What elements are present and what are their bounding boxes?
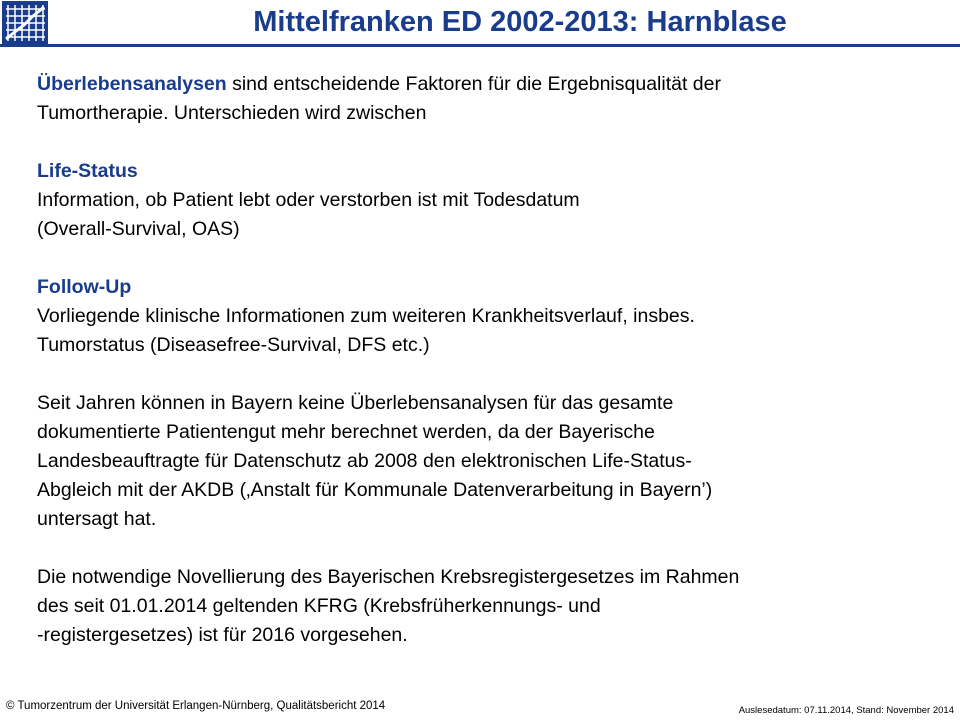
paragraph-4-line: Die notwendige Novellierung des Bayerischen Krebsregistergesetzes im Rahmen (37, 566, 740, 588)
title-divider (0, 44, 960, 47)
follow-up-line-1: Vorliegende klinische Informationen zum weiteren Krankheitsverlauf, insbes. (37, 305, 695, 327)
footer-copyright: © Tumorzentrum der Universität Erlangen-Nürnberg, Qualitätsbericht 2014 (6, 700, 386, 712)
follow-up-line-2: Tumorstatus (Diseasefree-Survival, DFS etc.) (37, 334, 430, 356)
intro-line-2: Tumortherapie. Unterschieden wird zwischen (37, 102, 427, 124)
follow-up-heading: Follow-Up (37, 276, 132, 298)
intro-highlight: Überlebensanalysen (37, 73, 227, 95)
page-title: Mittelfranken ED 2002-2013: Harnblase (253, 6, 787, 38)
life-status-line-2: (Overall-Survival, OAS) (37, 218, 240, 240)
intro-text: sind entscheidende Faktoren für die Ergebnisqualität der (226, 73, 721, 95)
footer-date: Auslesedatum: 07.11.2014, Stand: November 2014 (738, 705, 954, 716)
main-content (37, 70, 937, 650)
paragraph-4-line: des seit 01.01.2014 geltenden KFRG (Krebsfrüherkennungs- und (37, 595, 601, 617)
paragraph-3-line: untersagt hat. (37, 508, 157, 530)
paragraph-3-line: Seit Jahren können in Bayern keine Überlebensanalysen für das gesamte (37, 392, 674, 414)
paragraph-3-line: Landesbeauftragte für Datenschutz ab 2008 den elektronischen Life-Status- (37, 450, 692, 472)
intro-line-1 (37, 70, 937, 99)
paragraph-4-line: -registergesetzes) ist für 2016 vorgesehen. (37, 624, 408, 646)
life-status-heading: Life-Status (37, 160, 138, 182)
paragraph-3-line: dokumentierte Patientengut mehr berechnet werden, da der Bayerische (37, 421, 655, 443)
paragraph-3-line: Abgleich mit der AKDB (‚Anstalt für Kommunale Datenverarbeitung in Bayern’) (37, 479, 713, 501)
life-status-line-1: Information, ob Patient lebt oder verstorben ist mit Todesdatum (37, 189, 580, 211)
